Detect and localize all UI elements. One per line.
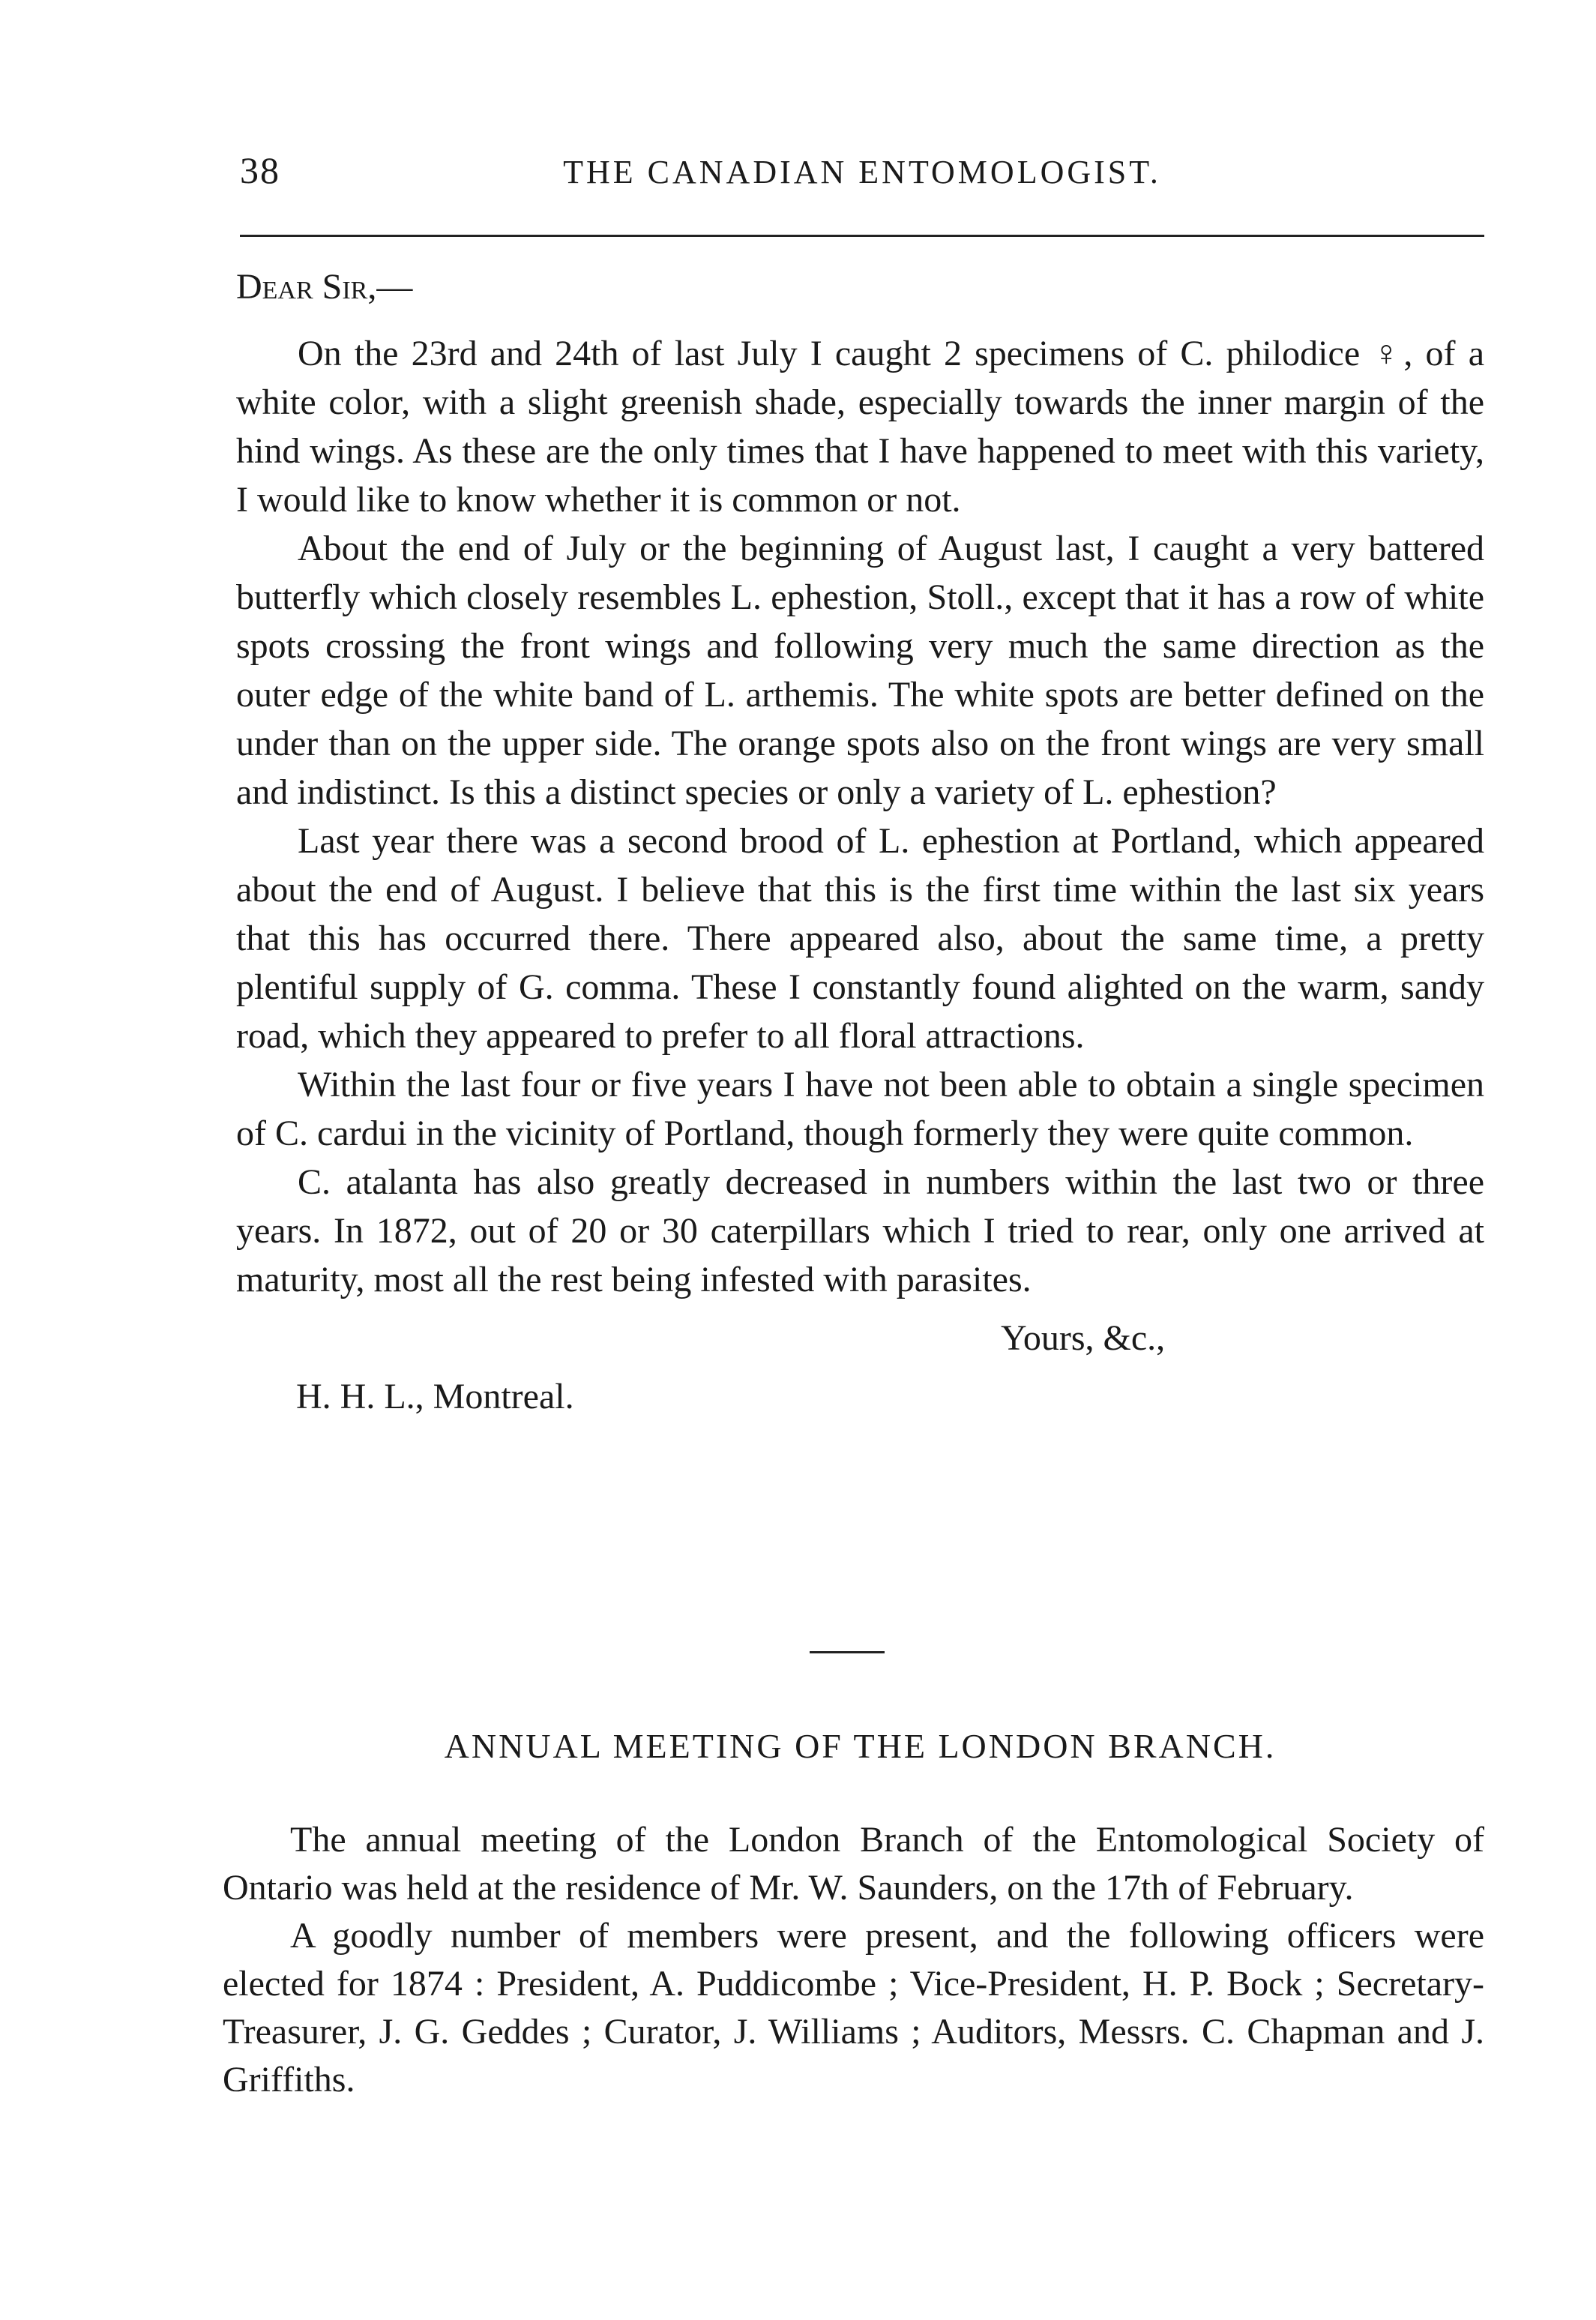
letter-signature: H. H. L., Montreal. [296,1377,574,1416]
letter-paragraph: C. atalanta has also greatly decreased in numbers within the last two or three years. In 1872, out of 20 or 30 caterpillars which I tried to rear, only one arrived at maturity, most all the rest being infested with parasites. [236,1162,1484,1299]
report-paragraph: The annual meeting of the London Branch of the Entomological Society of Ontario was held at the residence of Mr. W. Saunders, on the 17th of February. [223,1820,1484,1908]
letter-paragraph: Within the last four or five years I have not been able to obtain a single specimen of C. cardui in the vicinity of Portland, though formerly they were quite common. [236,1065,1484,1153]
meeting-report [223,1816,1484,2104]
letter [236,262,1484,1421]
header-rule [240,235,1484,237]
report-paragraph: A goodly number of members were present, and the following officers were elected for 1874 : President, A. Puddicombe ; Vice-President, H. P. Bock ; Secretary-Treasurer, J. G. Geddes ; Curator, J. Williams ; Auditors, Messrs. C. Chapman and J. Griffiths. [223,1916,1484,2100]
section-divider [810,1651,885,1653]
journal-title: THE CANADIAN ENTOMOLOGIST. [563,154,1161,190]
letter-closing: Yours, &c., [1001,1318,1166,1358]
letter-paragraph: Last year there was a second brood of L. ephestion at Portland, which appeared about the end of August. I believe that this is the first time within the last six years that this has occurred there. There appeared also, about the same time, a pretty plentiful supply of G. comma. These I constantly found alighted on the warm, sandy road, which they appeared to prefer to all floral attractions. [236,821,1484,1056]
letter-paragraph: On the 23rd and 24th of last July I caught 2 specimens of C. philodice ♀, of a white color, with a slight greenish shade, especially towards the inner margin of the hind wings. As these are the only times that I have happened to meet with this variety, I would like to know whether it is common or not. [236,334,1484,520]
letter-salutation: Dear Sir,— [236,267,413,307]
page-number: 38 [240,149,280,191]
letter-paragraph: About the end of July or the beginning of August last, I caught a very battered butterfly which closely resembles L. ephestion, Stoll., except that it has a row of white spots crossing the front wings and following very much the same direction as the outer edge of the white band of L. arthemis. The white spots are better defined on the under than on the upper side. The orange spots also on the front wings are very small and indistinct. Is this a distinct species or only a variety of L. ephestion? [236,529,1484,812]
running-head [240,148,1484,193]
section-heading: ANNUAL MEETING OF THE LONDON BRANCH. [444,1727,1277,1765]
